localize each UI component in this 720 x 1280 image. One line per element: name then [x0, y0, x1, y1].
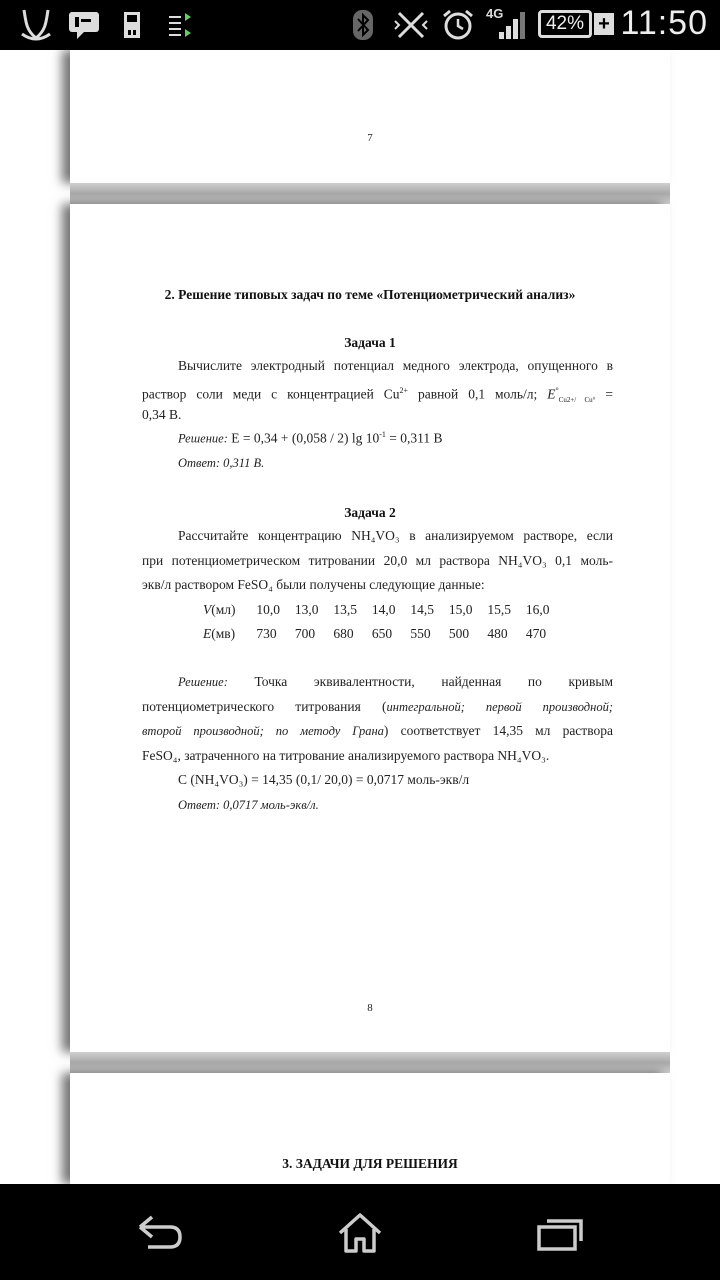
- task-2-formula: C (NH₄VO₃) = 14,35 (0,1/ 20,0) = 0,0717 моль-экв/л: [178, 772, 470, 787]
- table-row-volume: [203, 602, 564, 618]
- task-1-solution: [178, 430, 649, 447]
- superscript: 2+: [399, 385, 409, 395]
- alarm-icon: [440, 8, 476, 42]
- bluetooth-icon: [350, 8, 376, 42]
- v-symbol: V: [203, 602, 212, 617]
- formula: = 0,311 В: [385, 430, 443, 446]
- text: интегральной; первой производной;: [386, 699, 613, 714]
- solution-line-3: [142, 719, 613, 744]
- data-transfer-icon: [166, 8, 194, 42]
- table-cell-volume: 14,0: [371, 602, 396, 617]
- text: Точка эквивалентности, найденная по кривым: [254, 674, 613, 689]
- v-unit: (мл): [211, 602, 236, 617]
- text: раствор соли меди с концентрацией Cu: [142, 386, 400, 401]
- table-cell-volume: 15,5: [487, 602, 511, 617]
- subscript: Cu2+/ Cu°: [558, 395, 596, 404]
- charging-icon: +: [594, 13, 614, 35]
- table-cell-potential: 680: [333, 626, 354, 641]
- formula: E = 0,34 + (0,058 / 2) lg 10: [231, 430, 380, 446]
- clock: 11:50: [620, 4, 708, 42]
- table-cell-volume: 14,5: [410, 602, 434, 617]
- task-2-line-2: при потенциометрическом титровании 20,0 мл раствора NH₄VO₃ 0,1 моль-: [142, 552, 613, 568]
- table-cell-potential: 480: [487, 626, 508, 641]
- solution-label: Решение:: [178, 431, 228, 446]
- section-heading: 3. ЗАДАЧИ ДЛЯ РЕШЕНИЯ: [282, 1156, 458, 1171]
- table-cell-volume: 15,0: [448, 602, 473, 617]
- solution-line-1: [142, 670, 613, 695]
- task-1-line-3: 0,34 В.: [142, 407, 182, 422]
- task-1-line-2: [142, 379, 613, 404]
- app-notification-icon: [16, 8, 56, 42]
- solution-line-2: [142, 695, 613, 720]
- page-separator: [70, 183, 670, 204]
- table-row-potential: [203, 626, 564, 642]
- page-8: [70, 204, 670, 1052]
- task-2-text: [142, 524, 613, 598]
- signal-icon: [496, 8, 530, 42]
- superscript: °: [555, 385, 559, 395]
- table-cell-volume: 13,5: [333, 602, 357, 617]
- superscript: -1: [379, 430, 386, 439]
- task-2-line-3: экв/л раствором FeSO₄ были получены следующие данные:: [142, 577, 485, 592]
- row-label: [203, 626, 253, 642]
- document-viewer[interactable]: [0, 50, 720, 1184]
- task-2-line-1: Рассчитайте концентрацию NH₄VO₃ в анализируемом растворе, если: [178, 528, 613, 543]
- text: второй производной; по методу Грана: [142, 724, 384, 738]
- table-cell-volume: 16,0: [525, 602, 550, 617]
- text: равной 0,1 моль/л;: [417, 386, 538, 401]
- table-cell-potential: 730: [256, 626, 277, 641]
- message-icon: [66, 8, 102, 42]
- text: потенциометрического титрования (: [142, 698, 387, 714]
- table-cell-volume: 13,0: [294, 602, 319, 617]
- table-cell-volume: 10,0: [256, 602, 280, 617]
- task-1-text: [142, 354, 613, 428]
- recent-apps-button[interactable]: [530, 1208, 590, 1258]
- task-1-line-1: Вычислите электродный потенциал медного электрода, опущенного в: [178, 358, 613, 373]
- e-unit: (мв): [211, 626, 236, 641]
- task-2-title: Задача 2: [344, 505, 396, 520]
- table-cell-potential: 700: [294, 626, 316, 641]
- back-icon: [134, 1213, 186, 1253]
- table-cell-potential: 550: [410, 626, 431, 641]
- page-separator: [70, 1052, 670, 1073]
- potential-values: [256, 626, 564, 642]
- text: ) соответствует 14,35 мл раствора: [383, 723, 613, 738]
- table-cell-potential: 650: [371, 626, 393, 641]
- section-heading: 2. Решение типовых задач по теме «Потенциометрический анализ»: [164, 287, 576, 302]
- task-2-answer: Ответ: 0,0717 моль-экв/л.: [178, 798, 319, 812]
- table-cell-potential: 470: [525, 626, 547, 641]
- page-9: [70, 1073, 670, 1184]
- network-type-label: 4G: [486, 6, 504, 21]
- task-1-answer: Ответ: 0,311 В.: [178, 456, 265, 470]
- sd-card-icon: [118, 8, 146, 42]
- solution-label: Решение:: [178, 675, 228, 689]
- task-1-title: Задача 1: [344, 335, 396, 350]
- task-2-solution: [142, 670, 613, 768]
- back-button[interactable]: [130, 1208, 190, 1258]
- volume-values: [256, 602, 564, 618]
- page-7: [70, 50, 670, 183]
- page-number: 8: [367, 1002, 373, 1014]
- table-cell-potential: 500: [448, 626, 470, 641]
- text: =: [605, 386, 614, 401]
- navigation-bar: [0, 1184, 720, 1280]
- symbol: E: [547, 386, 556, 401]
- vibrate-icon: [392, 8, 430, 42]
- e-symbol: E: [203, 626, 212, 641]
- solution-line-4: FeSO₄, затраченного на титрование анализируемого раствора NH₄VO₃.: [142, 747, 550, 763]
- row-label: [203, 602, 253, 618]
- status-bar: [0, 0, 720, 50]
- home-icon: [336, 1211, 384, 1255]
- home-button[interactable]: [330, 1208, 390, 1258]
- battery-indicator: 42%: [538, 10, 592, 38]
- recent-apps-icon: [535, 1213, 585, 1253]
- page-number: 7: [367, 132, 373, 144]
